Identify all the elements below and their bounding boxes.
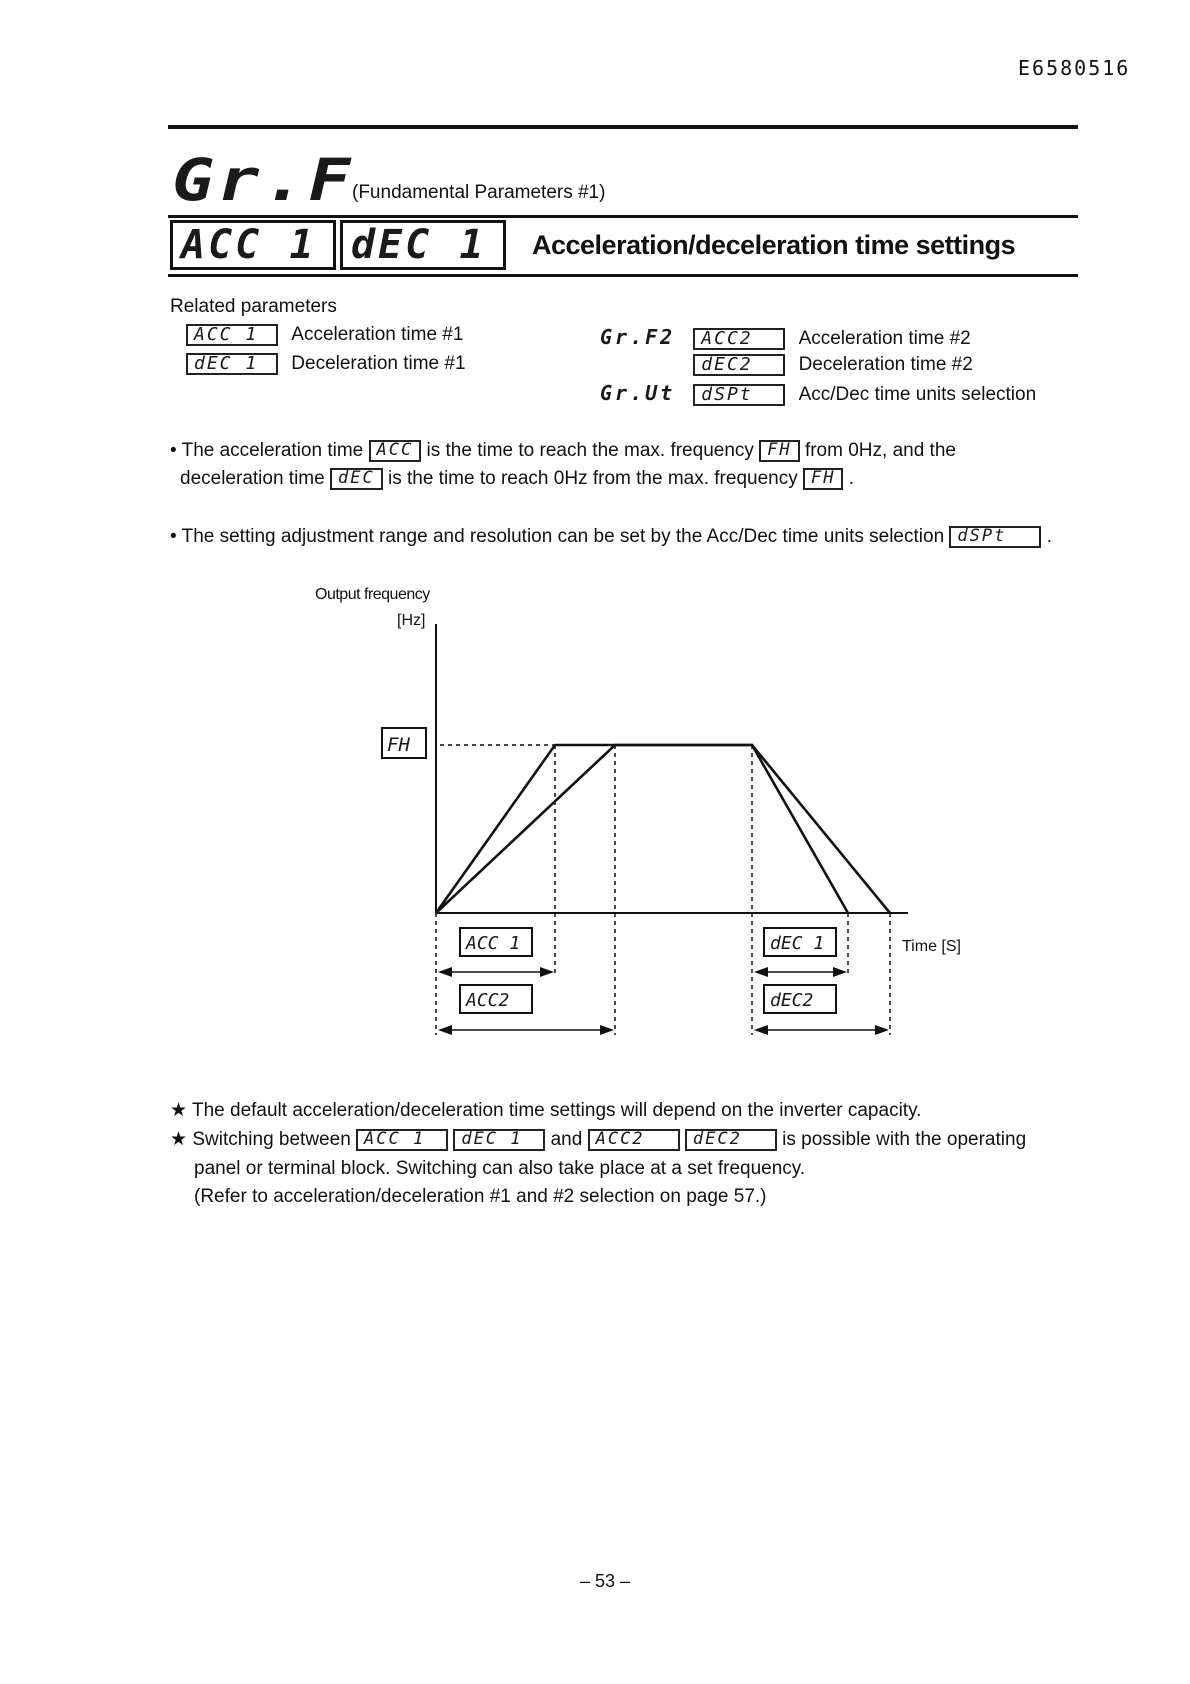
- related-right-row-2: [600, 352, 973, 378]
- text: deceleration time: [180, 468, 325, 489]
- text: • The acceleration time: [170, 440, 364, 461]
- document-id: E6580516: [1018, 56, 1131, 80]
- inline-code: ACC2: [588, 1129, 680, 1151]
- text: is the time to reach the max. frequency: [426, 440, 754, 461]
- fh-label: FH: [387, 734, 410, 756]
- inline-code: FH: [803, 468, 843, 490]
- arrowhead: [600, 1025, 614, 1035]
- x-axis-label: Time [S]: [902, 938, 961, 955]
- note-2-cont: panel or terminal block. Switching can also take place at a set frequency.: [194, 1158, 806, 1179]
- profile-acc2-dec2: [436, 745, 890, 913]
- top-rule: [168, 125, 1078, 129]
- arrowhead: [540, 967, 554, 977]
- y-axis-unit: [Hz]: [397, 612, 426, 629]
- related-heading: Related parameters: [170, 296, 337, 317]
- arrowhead: [438, 967, 452, 977]
- inline-code: dEC2: [685, 1129, 777, 1151]
- inline-code: FH: [759, 440, 799, 462]
- title-code-acc1: [170, 220, 336, 270]
- text: • The setting adjustment range and resolution can be set by the Acc/Dec time units selection: [170, 526, 945, 547]
- text: from 0Hz, and the: [804, 440, 956, 461]
- param-label: Acceleration time #1: [291, 324, 464, 345]
- param-code: ACC2: [693, 328, 785, 351]
- group-description: (Fundamental Parameters #1): [352, 182, 606, 203]
- bullet-1-line-2: [180, 466, 854, 492]
- profile-acc1-dec1: [436, 745, 848, 913]
- param-code: dEC2: [693, 354, 785, 377]
- arrowhead: [754, 1025, 768, 1035]
- inline-code: dSPt: [949, 526, 1041, 548]
- text: is the time to reach 0Hz from the max. frequency: [387, 468, 798, 489]
- inline-code: ACC: [369, 440, 422, 462]
- text: is possible with the operating: [782, 1129, 1027, 1150]
- param-label: Deceleration time #1: [291, 353, 466, 374]
- title-top-rule: [168, 215, 1078, 218]
- arrowhead: [875, 1025, 889, 1035]
- inline-code: dEC: [330, 468, 383, 490]
- dec1-label: dEC 1: [770, 933, 825, 954]
- title-code-dec1-text: dEC 1: [351, 222, 487, 268]
- param-label: Acc/Dec time units selection: [798, 384, 1037, 405]
- dec2-label: dEC2: [770, 990, 814, 1011]
- group-code: Gr.F: [172, 146, 355, 214]
- related-right-row-3: [600, 380, 1036, 408]
- param-group: Gr.F2: [600, 325, 676, 349]
- note-2-ref: (Refer to acceleration/deceleration #1 and #2 selection on page 57.): [194, 1186, 767, 1207]
- page-number: – 53 –: [580, 1571, 631, 1591]
- related-right-row-1: [600, 324, 971, 352]
- param-label: Deceleration time #2: [798, 354, 973, 375]
- page-title: Acceleration/deceleration time settings: [532, 230, 1016, 260]
- text: .: [1046, 526, 1052, 547]
- title-bottom-rule: [168, 274, 1078, 277]
- text: and: [550, 1129, 583, 1150]
- param-code: dEC 1: [186, 353, 278, 376]
- y-axis-label: Output frequency: [315, 586, 430, 603]
- acc1-label: ACC 1: [466, 933, 521, 954]
- param-label: Acceleration time #2: [798, 328, 971, 349]
- star-icon: ★: [170, 1129, 188, 1150]
- acc2-label: ACC2: [466, 990, 510, 1011]
- note-1: [170, 1098, 921, 1124]
- title-code-dec1: [340, 220, 506, 270]
- inline-code: dEC 1: [453, 1129, 545, 1151]
- bullet-1-line-1: [170, 438, 956, 464]
- text: The default acceleration/deceleration time settings will depend on the inverter capacity.: [191, 1100, 922, 1121]
- arrowhead: [833, 967, 847, 977]
- arrowhead: [754, 967, 768, 977]
- param-code: ACC 1: [186, 324, 278, 347]
- text: .: [848, 468, 855, 489]
- star-icon: ★: [170, 1100, 188, 1121]
- title-code-acc1-text: ACC 1: [181, 222, 317, 268]
- bullet-2: [170, 524, 1052, 550]
- related-left-row-2: [186, 351, 466, 377]
- text: Switching between: [192, 1129, 351, 1150]
- param-group: Gr.Ut: [600, 381, 676, 405]
- inline-code: ACC 1: [356, 1129, 448, 1151]
- param-code: dSPt: [693, 384, 785, 407]
- related-left-row-1: [186, 322, 463, 348]
- note-2: [170, 1127, 1026, 1153]
- acc-dec-diagram: [290, 580, 990, 1040]
- arrowhead: [438, 1025, 452, 1035]
